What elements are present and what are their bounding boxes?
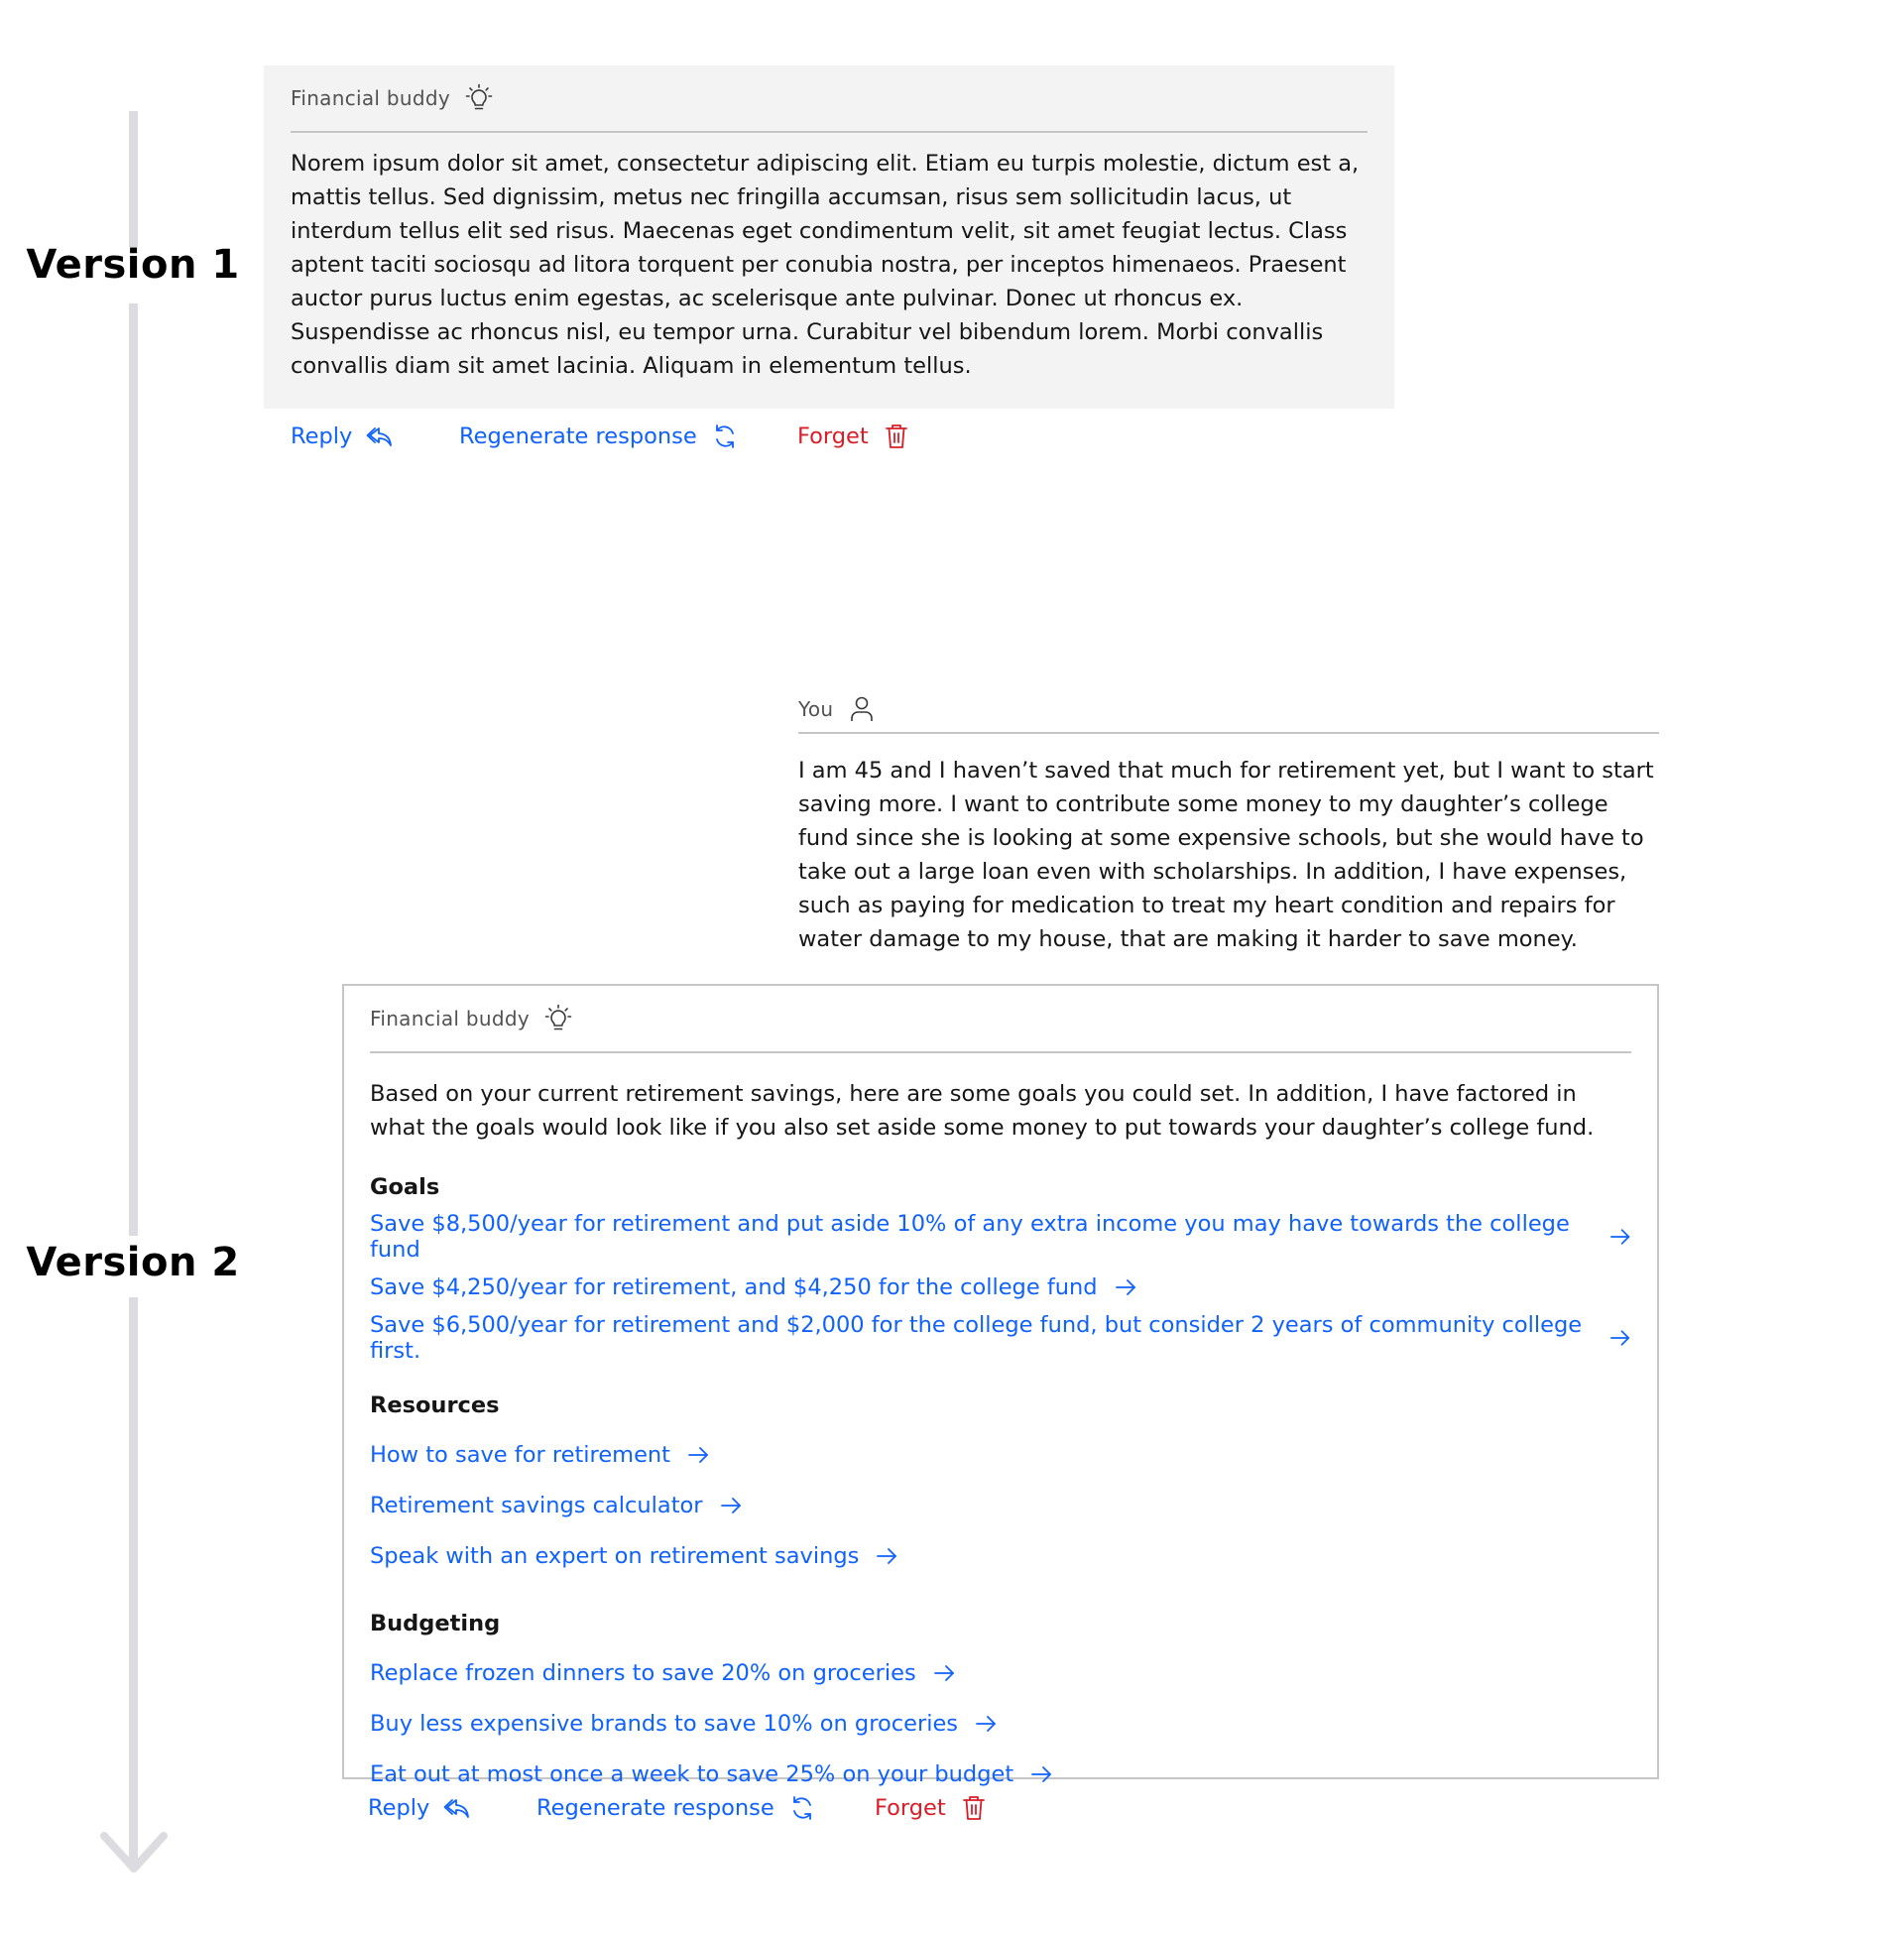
link-text: Save $6,500/year for retirement and $2,000 for the college fund, but consider 2 years of community college first. <box>370 1311 1583 1364</box>
refresh-icon <box>711 423 739 450</box>
resources-list <box>370 1429 1631 1581</box>
trash-icon <box>883 423 910 450</box>
budgeting-list <box>370 1647 1631 1799</box>
link-text: Buy less expensive brands to save 10% on groceries <box>370 1710 959 1737</box>
refresh-icon <box>788 1794 816 1822</box>
resource-link[interactable] <box>370 1480 1631 1530</box>
message-header <box>370 986 1631 1053</box>
timeline-line <box>129 303 138 1236</box>
link-text: How to save for retirement <box>370 1441 671 1468</box>
reply-label: Reply <box>368 1795 430 1821</box>
arrow-right-icon <box>719 1494 743 1517</box>
arrow-right-icon <box>1029 1762 1053 1786</box>
version-2-label: Version 2 <box>26 1240 240 1285</box>
goal-link[interactable] <box>370 1262 1631 1312</box>
resource-link[interactable] <box>370 1429 1631 1480</box>
reply-button[interactable] <box>291 423 459 450</box>
link-text: Speak with an expert on retirement savings <box>370 1542 860 1569</box>
link-text: Save $8,500/year for retirement and put aside 10% of any extra income you may have towards the college fund <box>370 1210 1570 1263</box>
version-1-actions <box>291 420 910 453</box>
link-text: Eat out at most once a week to save 25% on your budget <box>370 1760 1014 1787</box>
sender-name: Financial buddy <box>291 86 451 110</box>
reply-label: Reply <box>291 424 353 449</box>
sender-name: Financial buddy <box>370 1007 531 1030</box>
arrow-right-icon <box>974 1712 998 1736</box>
sender-name: You <box>798 697 834 721</box>
regenerate-response-button[interactable] <box>459 423 797 450</box>
goal-link[interactable] <box>370 1211 1631 1262</box>
section-title-resources: Resources <box>370 1392 500 1418</box>
lightbulb-idea-icon <box>464 83 494 113</box>
link-text: Save $4,250/year for retirement, and $4,250 for the college fund <box>370 1273 1098 1300</box>
reply-button[interactable] <box>368 1794 536 1822</box>
forget-label: Forget <box>875 1795 946 1821</box>
arrow-right-icon <box>1608 1225 1631 1249</box>
timeline-line <box>129 111 138 247</box>
version-1-label: Version 1 <box>26 242 240 288</box>
forget-button[interactable] <box>797 423 910 450</box>
forget-label: Forget <box>797 424 869 449</box>
regenerate-response-button[interactable] <box>536 1794 875 1822</box>
chevron-down-arrow-icon <box>99 1831 169 1876</box>
user-message <box>798 686 1659 956</box>
version-2-response-card <box>342 984 1659 1787</box>
link-text: Replace frozen dinners to save 20% on groceries <box>370 1659 916 1686</box>
goal-link[interactable] <box>370 1312 1631 1363</box>
lightbulb-idea-icon <box>543 1004 573 1033</box>
version-2-actions <box>368 1791 988 1825</box>
message-header <box>798 686 1659 734</box>
timeline-line <box>129 1297 138 1865</box>
suggestion-sections <box>370 1170 1631 1799</box>
arrow-right-icon <box>932 1661 956 1685</box>
message-text: Norem ipsum dolor sit amet, consectetur adipiscing elit. Etiam eu turpis molestie, dictum est a, mattis tellus. Sed dignissim, metus nec fringilla accumsan, risus sem sollicitudin lacus, ut interdum tellus elit sed risus. Maecenas eget condimentum velit, sit amet feugiat lectus. Class aptent taciti sociosqu ad litora torquent per conubia nostra, per inceptos himenaeos. Praesent auctor purus luctus enim egestas, ac scelerisque ante pulvinar. Donec ut rhoncus ex. Suspendisse ac rhoncus nisl, eu tempor urna. Curabitur vel bibendum lorem. Morbi convallis convallis diam sit amet lacinia. Aliquam in elementum tellus. <box>291 151 1360 379</box>
arrow-right-icon <box>1114 1275 1137 1299</box>
arrow-right-icon <box>1608 1326 1631 1350</box>
regenerate-label: Regenerate response <box>459 424 697 449</box>
reply-icon <box>443 1794 471 1822</box>
arrow-right-icon <box>875 1544 898 1568</box>
section-title-budgeting: Budgeting <box>370 1611 501 1636</box>
message-header <box>291 65 1368 133</box>
arrow-right-icon <box>686 1443 710 1467</box>
link-text: Retirement savings calculator <box>370 1492 703 1518</box>
message-intro: Based on your current retirement savings, here are some goals you could set. In addition, I have factored in what the goals would look like if you also set aside some money to put towards your daughter’s college fund. <box>370 1081 1595 1141</box>
trash-icon <box>960 1794 988 1822</box>
resource-link[interactable] <box>370 1530 1631 1581</box>
budgeting-link[interactable] <box>370 1647 1631 1698</box>
message-text: I am 45 and I haven’t saved that much for retirement yet, but I want to start saving more. I want to contribute some money to my daughter’s college fund since she is looking at some expensive schools, but she would have to take out a large loan even with scholarships. In addition, I have expenses, such as paying for medication to treat my heart condition and repairs for water damage to my house, that are making it harder to save money. <box>798 758 1654 952</box>
forget-button[interactable] <box>875 1794 988 1822</box>
goals-list <box>370 1211 1631 1363</box>
reply-icon <box>366 423 394 450</box>
user-icon <box>847 694 877 724</box>
budgeting-link[interactable] <box>370 1698 1631 1749</box>
regenerate-label: Regenerate response <box>536 1795 774 1821</box>
version-1-response-card <box>264 65 1394 409</box>
section-title-goals: Goals <box>370 1174 440 1200</box>
